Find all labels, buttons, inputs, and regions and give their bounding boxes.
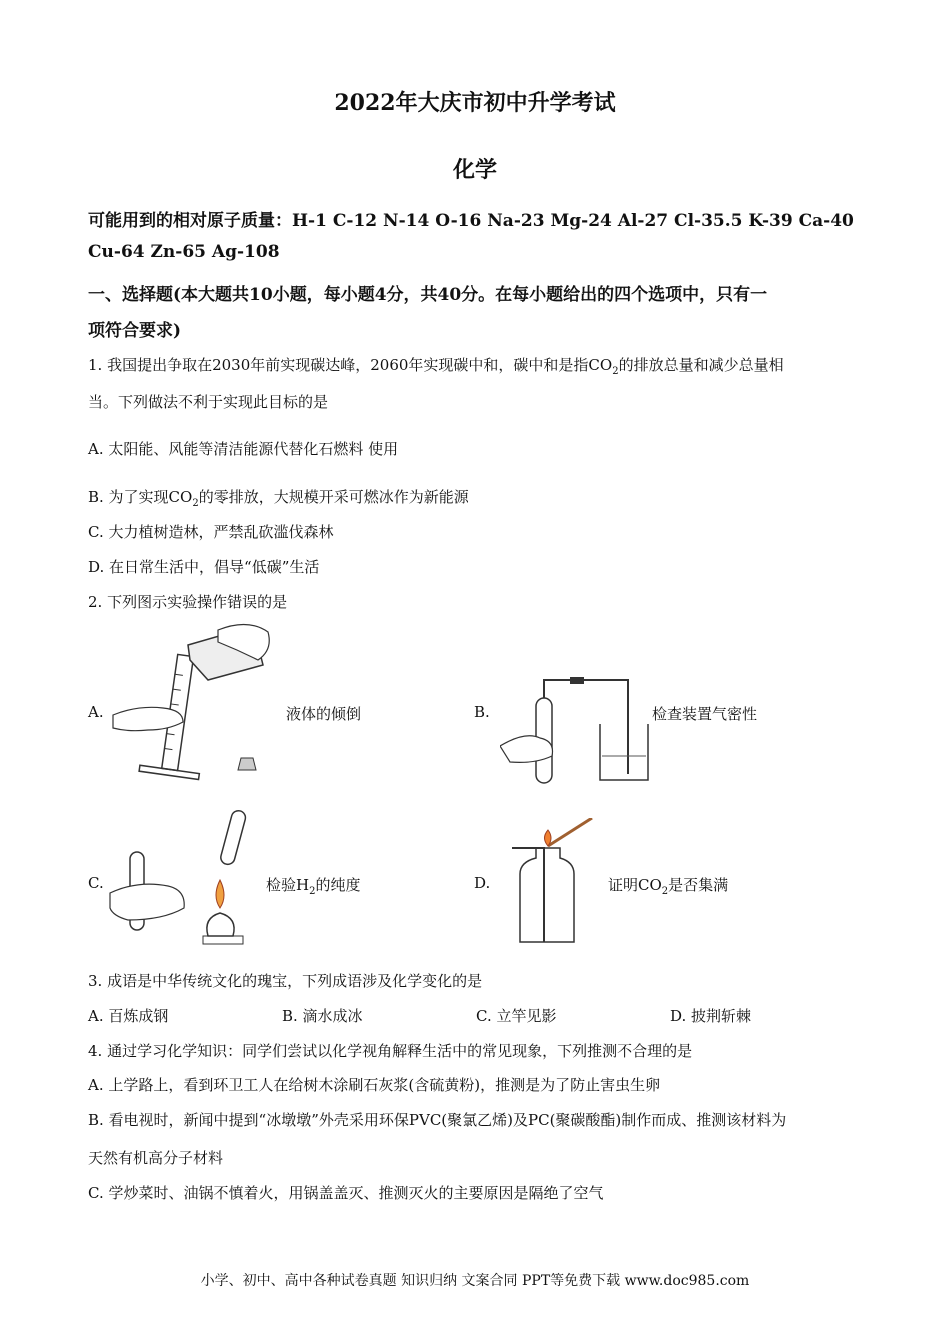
q1-option-b: B. 为了实现$CO_2$的零排放，大规模开采可燃冰作为新能源 [88,488,469,509]
q1-stem-line2: 当。下列做法不利于实现此目标的是 [88,393,329,411]
q2-option-d-letter: D. [474,874,491,892]
q4-option-a: A. 上学路上，看到环卫工人在给树木涂刷石灰浆(含硫黄粉)，推测是为了防止害虫生卵 [88,1076,661,1094]
q2-option-d-label: 证明$CO_2$是否集满 [608,876,729,897]
q1-stem-line1: 1. 我国提出争取在2030年前实现碳达峰，2060年实现碳中和，碳中和是指$CO_2$的排放总量和减少总量相 [88,356,784,377]
section1-header-line1: 一、选择题(本大题共10小题，每小题4分，共40分。在每小题给出的四个选项中，只有一 [88,285,768,305]
q3-stem: 3. 成语是中华传统文化的瑰宝，下列成语涉及化学变化的是 [88,972,483,990]
q1-option-d: D. 在日常生活中，倡导“低碳”生活 [88,558,320,576]
section1-header-line2: 项符合要求) [88,321,182,341]
q2-option-b-letter: B. [474,703,490,721]
co2-full-test-figure [508,818,608,946]
q2-stem: 2. 下列图示实验操作错误的是 [88,593,288,611]
q3-option-b: B. 滴水成冰 [282,1007,363,1025]
q4-option-b-line2: 天然有机高分子材料 [88,1149,224,1167]
airtightness-check-figure [500,676,650,788]
exam-subject: 化学 [452,157,497,183]
q4-stem: 4. 通过学习化学知识：同学们尝试以化学视角解释生活中的常见现象，下列推测不合理的是 [88,1042,693,1060]
q2-option-b-label: 检查装置气密性 [652,705,758,723]
atomic-mass-line1: 可能用到的相对原子质量：H-1 C-12 N-14 O-16 Na-23 Mg-24 Al-27 Cl-35.5 K-39 Ca-40 [88,211,854,231]
q1-option-a: A. 太阳能、风能等清洁能源代替化石燃料 使用 [88,440,399,458]
q2-option-a-label: 液体的倾倒 [286,705,362,723]
page-footer: 小学、初中、高中各种试卷真题 知识归纳 文案合同 PPT等免费下载 www.doc985.com [200,1273,750,1289]
q3-option-a: A. 百炼成钢 [88,1007,169,1025]
q2-option-c-label: 检验$H_2$的纯度 [266,876,361,897]
q4-option-c: C. 学炒菜时、油锅不慎着火，用锅盖盖灭、推测灭火的主要原因是隔绝了空气 [88,1184,604,1202]
q1-option-c: C. 大力植树造林，严禁乱砍滥伐森林 [88,523,334,541]
q3-option-d: D. 披荆斩棘 [670,1007,752,1025]
atomic-mass-line2: Cu-64 Zn-65 Ag-108 [88,242,280,262]
exam-title: 2022年大庆市初中升学考试 [334,90,616,116]
q3-option-c: C. 立竿见影 [476,1007,557,1025]
liquid-pouring-figure [108,620,283,785]
q2-option-a-letter: A. [88,703,104,721]
q4-option-b-line1: B. 看电视时，新闻中提到“冰墩墩”外壳采用环保PVC(聚氯乙烯)及PC(聚碳酸酯)制作而成、推测该材料为 [88,1111,787,1129]
q2-option-c-letter: C. [88,874,104,892]
hydrogen-purity-test-figure [108,808,268,950]
